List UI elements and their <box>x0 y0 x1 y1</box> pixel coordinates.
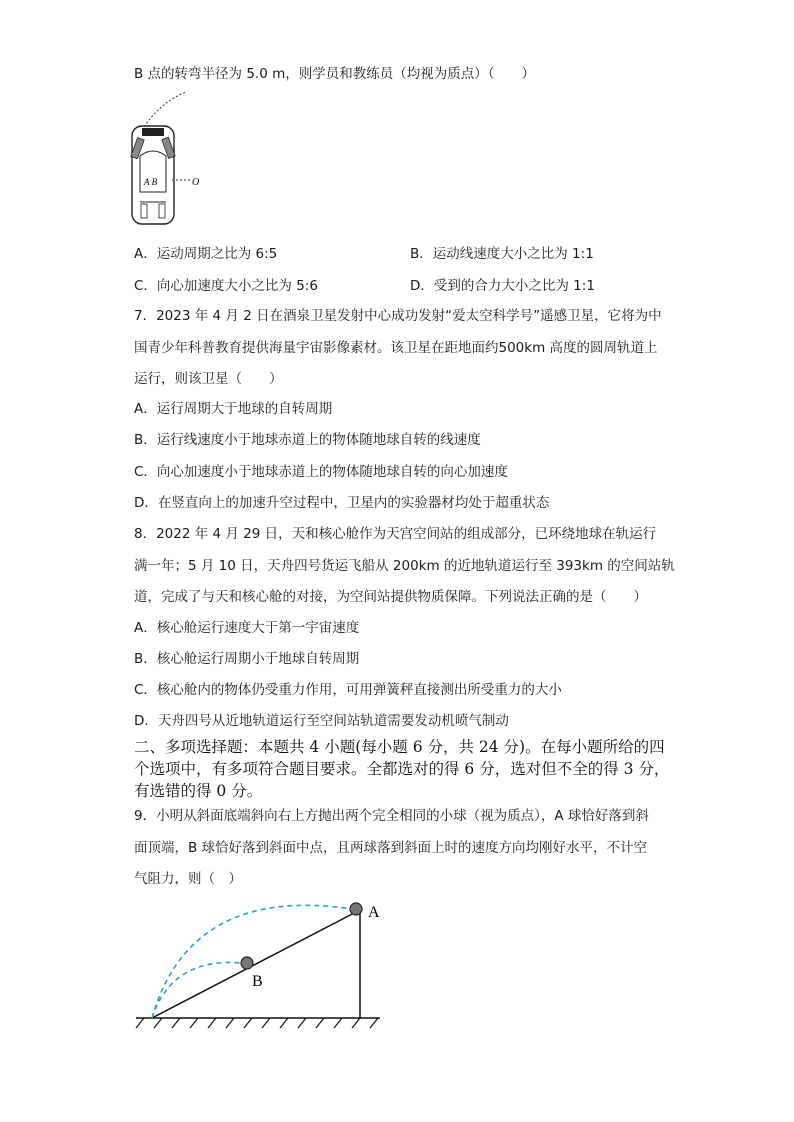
q8-option-b: B．核心舱运行周期小于地球自转周期 <box>134 651 360 667</box>
q6-option-b: B．运动线速度大小之比为 1:1 <box>410 246 594 262</box>
q7-stem-line-2: 国青少年科普教育提供海量宇宙影像素材。该卫星在距地面约500km 高度的圆周轨道上 <box>134 340 658 356</box>
ground-hatching <box>136 1018 378 1028</box>
section2-line-2: 个选项中，有多项符合题目要求。全都选对的得 6 分，选对但不全的得 3 分， <box>134 760 670 778</box>
ball-a-label: A <box>368 904 380 921</box>
turn-path <box>142 92 186 130</box>
q7-option-d: D．在竖直向上的加速升空过程中，卫星内的实验器材均处于超重状态 <box>134 495 550 511</box>
q8-stem-line-3: 道，完成了与天和核心舱的对接，为空间站提供物质保障。下列说法正确的是（ ） <box>134 589 647 605</box>
ball-b <box>241 957 253 969</box>
q6-option-c: C．向心加速度大小之比为 5:6 <box>134 278 318 294</box>
ball-b-label: B <box>252 973 263 990</box>
q8-option-d: D．天舟四号从近地轨道运行至空间站轨道需要发动机喷气制动 <box>134 713 509 729</box>
center-o-label: O <box>192 177 200 188</box>
q7-stem-line-1: 7．2023 年 4 月 2 日在酒泉卫星发射中心成功发射“爱太空科学号”遥感卫星，它将为中 <box>134 308 662 324</box>
incline-projectile-figure <box>132 895 392 1030</box>
q6-option-d: D．受到的合力大小之比为 1:1 <box>410 278 595 294</box>
ball-a <box>350 903 362 915</box>
q6-stem-tail: B 点的转弯半径为 5.0 m，则学员和教练员（均视为质点）（ ） <box>134 66 536 82</box>
trajectory-b <box>152 962 242 1018</box>
q6-option-a: A．运动周期之比为 6:5 <box>134 246 278 262</box>
car-turning-figure <box>120 90 210 230</box>
q9-stem-line-1: 9．小明从斜面底端斜向右上方抛出两个完全相同的小球（视为质点），A 球恰好落到斜 <box>134 808 649 824</box>
q7-option-a: A．运行周期大于地球的自转周期 <box>134 401 333 417</box>
q7-stem-line-3: 运行，则该卫星（ ） <box>134 371 283 387</box>
section2-line-1: 二、多项选择题：本题共 4 小题(每小题 6 分，共 24 分)。在每小题所给的四 <box>134 738 665 756</box>
q7-option-b: B．运行线速度小于地球赤道上的物体随地球自转的线速度 <box>134 432 481 448</box>
q8-stem-line-2: 满一年；5 月 10 日，天舟四号货运飞船从 200km 的近地轨道运行至 393km 的空间站轨 <box>134 558 675 574</box>
q8-option-a: A．核心舱运行速度大于第一宇宙速度 <box>134 620 360 636</box>
q9-stem-line-2: 面顶端，B 球恰好落到斜面中点，且两球落到斜面上时的速度方向均刚好水平，不计空 <box>134 840 648 856</box>
q8-option-c: C．核心舱内的物体仍受重力作用，可用弹簧秤直接测出所受重力的大小 <box>134 682 562 698</box>
section2-line-3: 有选错的得 0 分。 <box>134 782 263 800</box>
incline-surface <box>152 911 358 1018</box>
car-windshield <box>142 128 164 136</box>
q7-option-c: C．向心加速度小于地球赤道上的物体随地球自转的向心加速度 <box>134 464 508 480</box>
q8-stem-line-1: 8．2022 年 4 月 29 日，天和核心舱作为天宫空间站的组成部分，已环绕地球在轨运行 <box>134 526 657 542</box>
q9-stem-line-3: 气阻力，则（ ） <box>134 871 242 887</box>
seat-labels: A B <box>144 177 158 187</box>
